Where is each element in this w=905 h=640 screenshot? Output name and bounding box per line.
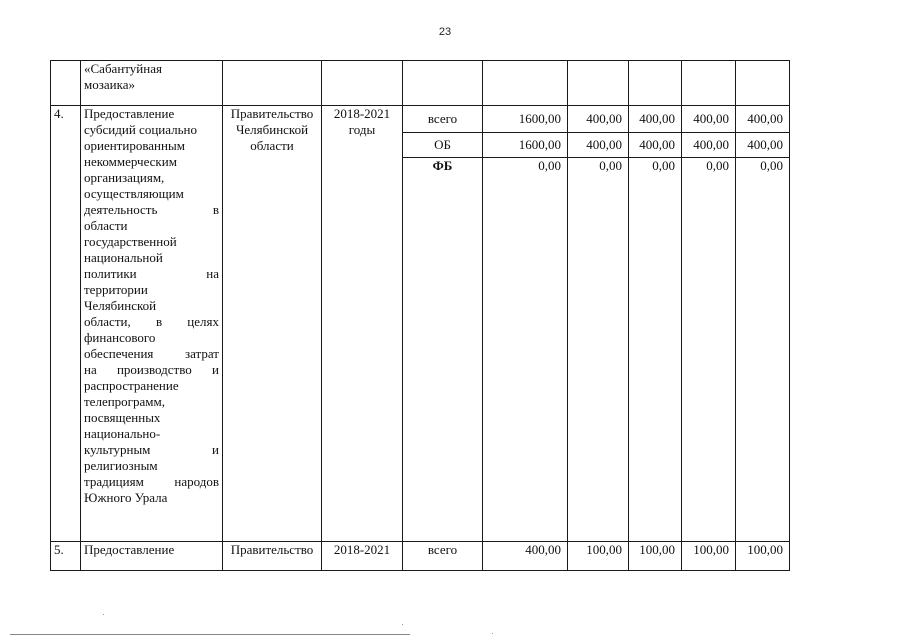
activity-name-line: телепрограмм, bbox=[84, 394, 165, 409]
year-cell bbox=[629, 61, 682, 106]
year-2018-value: 400,00 bbox=[568, 133, 629, 158]
program-activities-table bbox=[50, 60, 790, 571]
activity-name-line: мозаика» bbox=[84, 77, 135, 92]
activity-name-line: финансового bbox=[84, 330, 156, 345]
year-2018-value: 0,00 bbox=[568, 158, 629, 542]
activity-name-line: обеспечения затрат bbox=[84, 346, 219, 361]
page-number: 23 bbox=[438, 26, 452, 38]
year-2021-value: 400,00 bbox=[736, 106, 790, 133]
activity-name-line: деятельность в bbox=[84, 202, 219, 217]
year-2018-value: 100,00 bbox=[568, 542, 629, 571]
activity-name-line: политики на bbox=[84, 266, 219, 281]
activity-name-line: на производство и bbox=[84, 362, 219, 377]
activity-name-line: распространение bbox=[84, 378, 179, 393]
executor-cell bbox=[223, 61, 322, 106]
total-value: 0,00 bbox=[483, 158, 568, 542]
table-row-4-total bbox=[51, 106, 790, 133]
source-label: всего bbox=[403, 106, 483, 133]
activity-name-line: посвященных bbox=[84, 410, 161, 425]
year-2021-value: 0,00 bbox=[736, 158, 790, 542]
activity-name-line: национально- bbox=[84, 426, 161, 441]
row-number-cell: 4. bbox=[51, 106, 81, 542]
year-2019-value: 100,00 bbox=[629, 542, 682, 571]
row-number-cell bbox=[51, 61, 81, 106]
source-label: всего bbox=[403, 542, 483, 571]
year-2020-value: 400,00 bbox=[682, 133, 736, 158]
table-row-5 bbox=[51, 542, 790, 571]
year-2021-value: 400,00 bbox=[736, 133, 790, 158]
year-2019-value: 400,00 bbox=[629, 133, 682, 158]
year-cell bbox=[736, 61, 790, 106]
executor-cell: Правительство bbox=[223, 542, 322, 571]
period-cell: 2018-2021 годы bbox=[322, 106, 403, 542]
total-value: 400,00 bbox=[483, 542, 568, 571]
executor-cell bbox=[223, 106, 322, 542]
activity-name-cell bbox=[81, 106, 223, 542]
page-bottom-rule bbox=[10, 634, 410, 635]
activity-name-line: культурным и bbox=[84, 442, 219, 457]
executor-text: Правительство Челябинской области bbox=[230, 106, 314, 153]
activity-name-line: ориентированным bbox=[84, 138, 185, 153]
source-cell bbox=[403, 61, 483, 106]
activity-name-line: национальной bbox=[84, 250, 163, 265]
year-2019-value: 0,00 bbox=[629, 158, 682, 542]
year-2018-value: 400,00 bbox=[568, 106, 629, 133]
activity-name-line: области bbox=[84, 218, 128, 233]
activity-name-line: религиозным bbox=[84, 458, 158, 473]
period-cell: 2018-2021 bbox=[322, 542, 403, 571]
activity-name-line: некоммерческим bbox=[84, 154, 177, 169]
table-row-continued bbox=[51, 61, 790, 106]
activity-name-line: области, в целях bbox=[84, 314, 219, 329]
year-2020-value: 0,00 bbox=[682, 158, 736, 542]
activity-name-line: организациям, bbox=[84, 170, 165, 185]
total-cell bbox=[483, 61, 568, 106]
total-value: 1600,00 bbox=[483, 106, 568, 133]
scan-speck bbox=[103, 614, 104, 615]
activity-name-line: осуществляющим bbox=[84, 186, 184, 201]
activity-name-cell: Предоставление bbox=[81, 542, 223, 571]
activity-name-line: территории bbox=[84, 282, 148, 297]
activity-name-line: Южного Урала bbox=[84, 490, 168, 505]
total-value: 1600,00 bbox=[483, 133, 568, 158]
source-label: ФБ bbox=[403, 158, 483, 542]
activity-name-line: Челябинской bbox=[84, 298, 157, 313]
activity-name-line: государственной bbox=[84, 234, 177, 249]
row-number-cell: 5. bbox=[51, 542, 81, 571]
source-label: ОБ bbox=[403, 133, 483, 158]
activity-name-cell bbox=[81, 61, 223, 106]
period-cell bbox=[322, 61, 403, 106]
year-2020-value: 100,00 bbox=[682, 542, 736, 571]
year-cell bbox=[682, 61, 736, 106]
scan-speck bbox=[402, 624, 403, 625]
year-cell bbox=[568, 61, 629, 106]
activity-name-line: традициям народов bbox=[84, 474, 219, 489]
year-2019-value: 400,00 bbox=[629, 106, 682, 133]
activity-name-line: субсидий социально bbox=[84, 122, 197, 137]
year-2021-value: 100,00 bbox=[736, 542, 790, 571]
year-2020-value: 400,00 bbox=[682, 106, 736, 133]
activity-name-line: «Сабантуйная bbox=[84, 61, 162, 76]
activity-name-line: Предоставление bbox=[84, 106, 175, 121]
scan-speck bbox=[492, 633, 493, 634]
